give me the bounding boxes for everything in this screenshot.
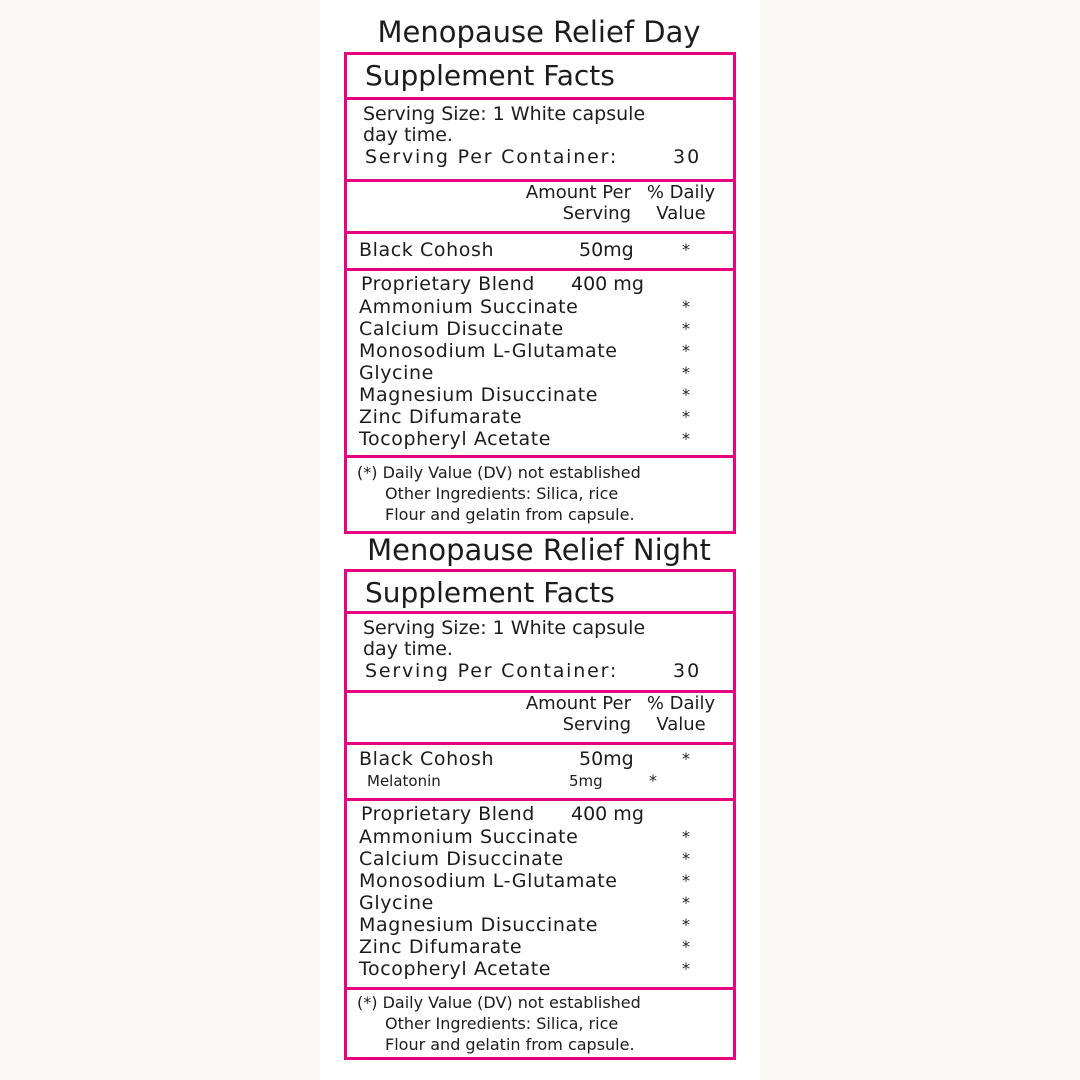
ingredient-name: Tocopheryl Acetate <box>359 958 552 980</box>
blend-item-row <box>347 384 733 406</box>
daily-value-mark: * <box>682 827 690 846</box>
daily-value-mark: * <box>682 407 690 426</box>
serving-size: Serving Size: 1 White capsule day time. <box>363 103 646 146</box>
daily-value-mark: * <box>682 341 690 360</box>
blend-section <box>347 271 733 458</box>
footnote-section <box>347 990 733 1057</box>
facts-title: Supplement Facts <box>365 59 615 92</box>
blend-item-row <box>347 958 733 980</box>
product-title: Menopause Relief Night <box>367 533 711 567</box>
serving-section <box>347 614 733 693</box>
daily-value-mark: * <box>682 429 690 448</box>
daily-value-mark: * <box>682 937 690 956</box>
blend-item-row <box>347 340 733 362</box>
blend-item-row <box>347 914 733 936</box>
ingredient-name: Calcium Disuccinate <box>359 318 564 340</box>
blend-item-row <box>347 848 733 870</box>
ingredient-name: Tocopheryl Acetate <box>359 428 552 450</box>
daily-value-header: % Daily Value <box>646 693 716 735</box>
ingredient-name: Glycine <box>359 892 434 914</box>
footnote: (*) Daily Value (DV) not established Other Ingredients: Silica, rice Flour and gelatin from capsule. <box>357 463 641 524</box>
footnote-section <box>347 458 733 531</box>
actives-section <box>347 234 733 271</box>
blend-item-row <box>347 870 733 892</box>
servings-per-container: Serving Per Container: 30 <box>365 660 702 682</box>
blend-item-row <box>347 892 733 914</box>
column-header <box>347 693 733 745</box>
ingredient-name: Zinc Difumarate <box>359 406 523 428</box>
blend-item-row <box>347 406 733 428</box>
ingredient-name: Ammonium Succinate <box>359 826 579 848</box>
column-header <box>347 182 733 234</box>
blend-title-row: Proprietary Blend 400 mg <box>361 273 644 295</box>
amount-per-serving-header: Amount Per Serving <box>525 182 631 224</box>
daily-value-mark: * <box>682 297 690 316</box>
footnote: (*) Daily Value (DV) not established Other Ingredients: Silica, rice Flour and gelatin from capsule. <box>357 993 641 1054</box>
servings-per-container: Serving Per Container: 30 <box>365 146 702 168</box>
blend-item-row <box>347 826 733 848</box>
daily-value-mark: * <box>682 319 690 338</box>
serving-section <box>347 100 733 182</box>
daily-value-header: % Daily Value <box>646 182 716 224</box>
serving-size: Serving Size: 1 White capsule day time. <box>363 617 646 660</box>
actives-section <box>347 745 733 801</box>
daily-value-mark: * <box>682 849 690 868</box>
blend-item-row <box>347 362 733 384</box>
blend-item-row <box>347 936 733 958</box>
daily-value-mark: * <box>682 915 690 934</box>
facts-title: Supplement Facts <box>365 576 615 609</box>
ingredient-row: Black Cohosh 50mg * <box>359 748 690 770</box>
daily-value-mark: * <box>682 871 690 890</box>
ingredient-row: Black Cohosh 50mg * <box>359 239 690 261</box>
daily-value-mark: * <box>682 385 690 404</box>
ingredient-name: Magnesium Disuccinate <box>359 384 599 406</box>
facts-title-section <box>347 572 733 614</box>
product-title: Menopause Relief Day <box>377 15 701 49</box>
facts-title-section <box>347 55 733 100</box>
servings-per-container-value: 30 <box>673 660 702 682</box>
supplement-facts-panel <box>344 52 736 534</box>
ingredient-name: Ammonium Succinate <box>359 296 579 318</box>
ingredient-name: Monosodium L-Glutamate <box>359 340 618 362</box>
blend-item-row <box>347 428 733 450</box>
blend-title-row: Proprietary Blend 400 mg <box>361 803 644 825</box>
supplement-facts-panel <box>344 569 736 1060</box>
ingredient-name: Magnesium Disuccinate <box>359 914 599 936</box>
blend-item-row <box>347 318 733 340</box>
daily-value-mark: * <box>682 959 690 978</box>
ingredient-name: Calcium Disuccinate <box>359 848 564 870</box>
blend-item-row <box>347 296 733 318</box>
ingredient-name: Glycine <box>359 362 434 384</box>
ingredient-name: Zinc Difumarate <box>359 936 523 958</box>
servings-per-container-value: 30 <box>673 146 702 168</box>
amount-per-serving-header: Amount Per Serving <box>525 693 631 735</box>
ingredient-row: Melatonin 5mg * <box>367 771 657 790</box>
ingredient-name: Monosodium L-Glutamate <box>359 870 618 892</box>
daily-value-mark: * <box>682 363 690 382</box>
daily-value-mark: * <box>682 893 690 912</box>
blend-section <box>347 801 733 990</box>
